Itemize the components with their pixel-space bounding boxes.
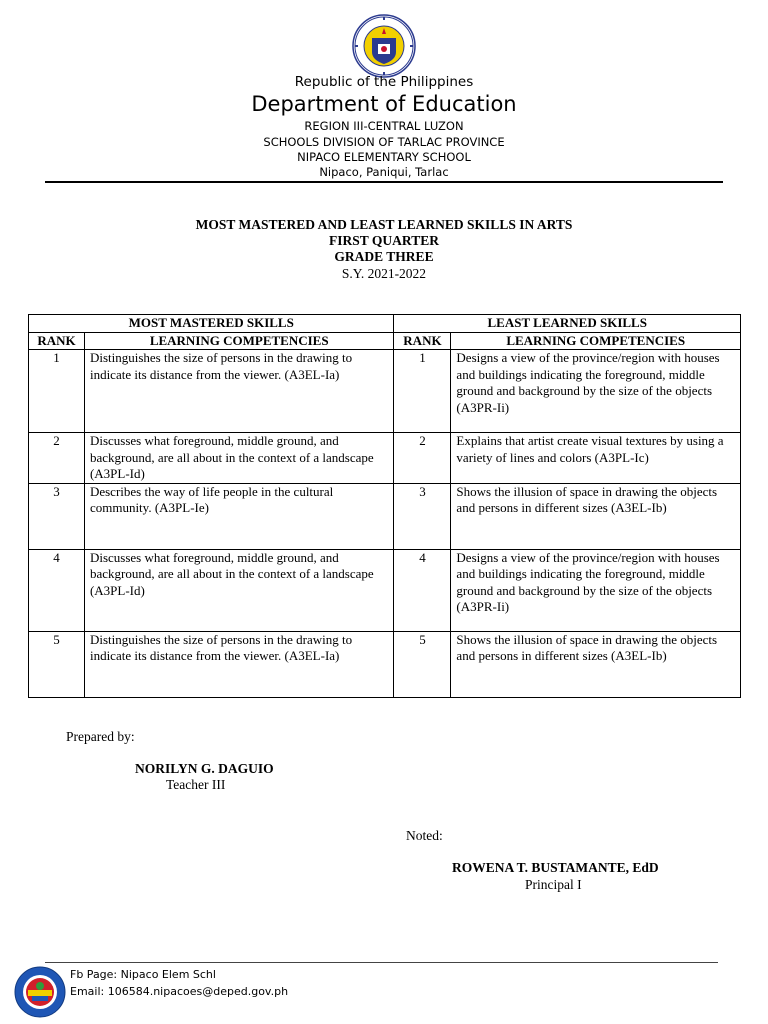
competency-cell: Designs a view of the province/region with houses and buildings indicating the foreground, middle ground and background by the size of the objects (A3PR-Ii) — [451, 350, 741, 433]
header-address: Nipaco, Paniqui, Tarlac — [319, 165, 449, 179]
header-department: Department of Education — [251, 92, 517, 116]
deped-seal-logo — [352, 14, 416, 78]
least-learned-header: LEAST LEARNED SKILLS — [394, 315, 741, 333]
table-column-header-row — [29, 332, 741, 350]
rank-cell: 4 — [394, 549, 451, 631]
noted-by-name: ROWENA T. BUSTAMANTE, EdD — [452, 860, 659, 875]
rank-cell: 5 — [29, 631, 85, 697]
prepared-by-position: Teacher III — [166, 777, 226, 792]
table-row — [29, 433, 741, 484]
rank-cell: 1 — [394, 350, 451, 433]
table-row — [29, 631, 741, 697]
rank-cell: 3 — [29, 483, 85, 549]
competency-cell: Shows the illusion of space in drawing the objects and persons in different sizes (A3EL-Ib) — [451, 483, 741, 549]
document-title: MOST MASTERED AND LEAST LEARNED SKILLS IN ARTS — [195, 217, 573, 232]
noted-by-label: Noted: — [406, 828, 443, 843]
competency-cell: Explains that artist create visual textures by using a variety of lines and colors (A3PL-Ic) — [451, 433, 741, 484]
header-division: SCHOOLS DIVISION OF TARLAC PROVINCE — [263, 135, 505, 149]
header-school: NIPACO ELEMENTARY SCHOOL — [297, 150, 471, 164]
competency-cell: Distinguishes the size of persons in the drawing to indicate its distance from the viewer. (A3EL-Ia) — [84, 350, 394, 433]
footer-email: Email: 106584.nipacoes@deped.gov.ph — [70, 985, 289, 998]
competency-cell: Shows the illusion of space in drawing the objects and persons in different sizes (A3EL-Ib) — [451, 631, 741, 697]
prepared-by-name: NORILYN G. DAGUIO — [135, 761, 274, 776]
competency-cell: Discusses what foreground, middle ground, and background, are all about in the context of a landscape (A3PL-Id) — [84, 433, 394, 484]
competency-cell: Distinguishes the size of persons in the drawing to indicate its distance from the viewer. (A3EL-Ia) — [84, 631, 394, 697]
noted-by-position: Principal I — [525, 877, 582, 892]
rank-cell: 3 — [394, 483, 451, 549]
rank-cell: 5 — [394, 631, 451, 697]
competency-cell: Designs a view of the province/region with houses and buildings indicating the foreground, middle ground and background by the size of the objects (A3PR-Ii) — [451, 549, 741, 631]
most-mastered-header: MOST MASTERED SKILLS — [29, 315, 394, 333]
competencies-column-header: LEARNING COMPETENCIES — [451, 332, 741, 350]
rank-column-header: RANK — [394, 332, 451, 350]
footer-fb-page: Fb Page: Nipaco Elem Schl — [70, 968, 216, 981]
rank-cell: 2 — [29, 433, 85, 484]
competency-cell: Describes the way of life people in the cultural community. (A3PL-Ie) — [84, 483, 394, 549]
table-row — [29, 483, 741, 549]
rank-cell: 1 — [29, 350, 85, 433]
header-region: REGION III-CENTRAL LUZON — [304, 119, 464, 133]
skills-table — [28, 314, 741, 698]
table-row — [29, 350, 741, 433]
rank-cell: 2 — [394, 433, 451, 484]
document-quarter: FIRST QUARTER — [329, 233, 439, 248]
table-row — [29, 549, 741, 631]
school-logo — [14, 966, 66, 1018]
table-group-header-row — [29, 315, 741, 333]
rank-column-header: RANK — [29, 332, 85, 350]
competency-cell: Discusses what foreground, middle ground, and background, are all about in the context of a landscape (A3PL-Id) — [84, 549, 394, 631]
document-school-year: S.Y. 2021-2022 — [341, 266, 427, 281]
header-divider — [45, 181, 723, 183]
rank-cell: 4 — [29, 549, 85, 631]
header-republic: Republic of the Philippines — [294, 74, 474, 90]
prepared-by-label: Prepared by: — [66, 729, 135, 744]
footer-divider — [45, 962, 718, 963]
competencies-column-header: LEARNING COMPETENCIES — [84, 332, 394, 350]
document-grade: GRADE THREE — [334, 249, 434, 264]
